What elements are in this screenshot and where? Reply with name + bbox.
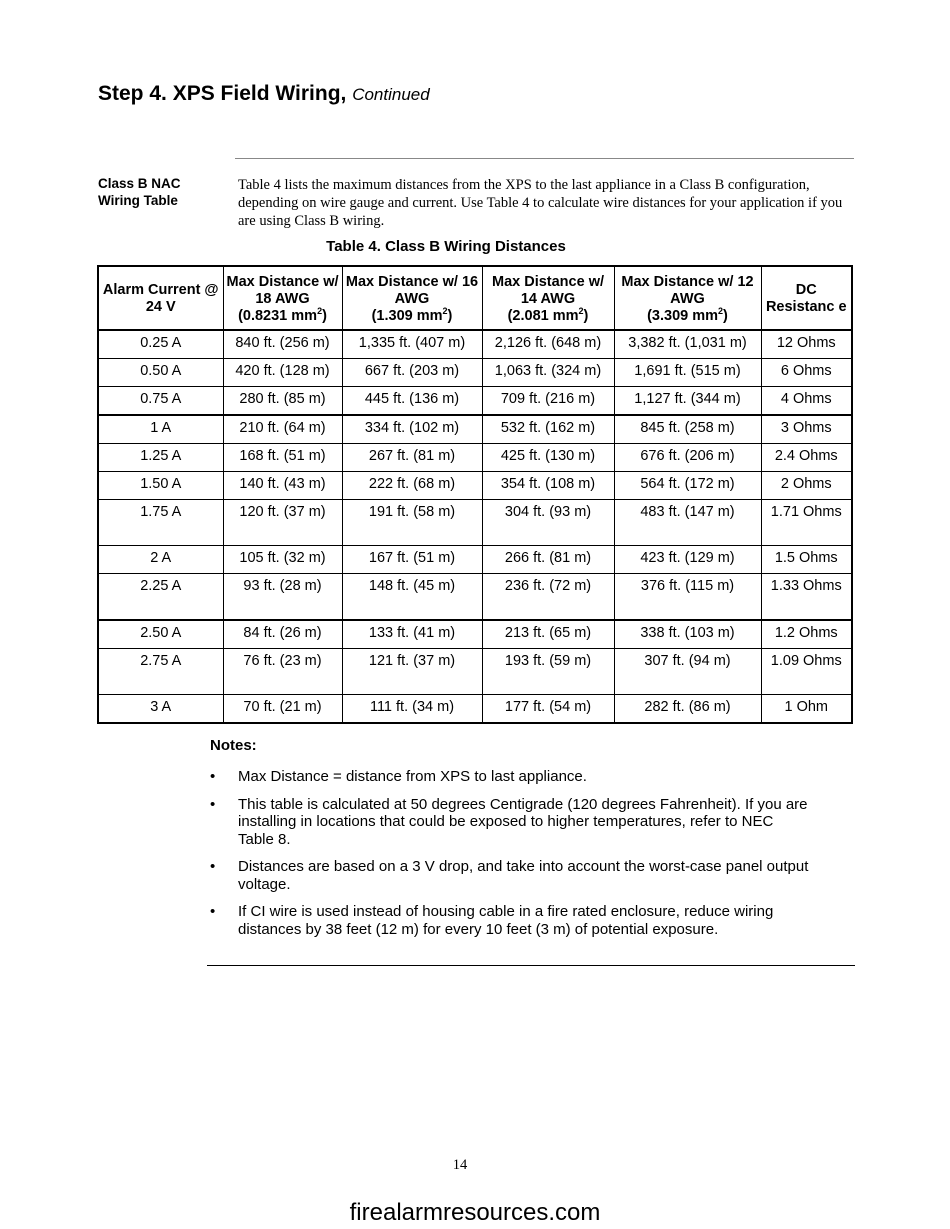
header-16-awg: Max Distance w/ 16 AWG (1.309 $mm^2$) (342, 266, 482, 330)
table-cell: 133 ft. (41 m) (342, 620, 482, 649)
table-cell: 2 Ohms (761, 472, 852, 500)
table-cell: 1.33 Ohms (761, 574, 852, 621)
wiring-distances-table (97, 265, 853, 724)
table-cell: 4 Ohms (761, 387, 852, 416)
bullet-icon: • (210, 858, 216, 875)
table-cell: 12 Ohms (761, 330, 852, 359)
table-cell: 121 ft. (37 m) (342, 649, 482, 695)
table-cell: 2.4 Ohms (761, 444, 852, 472)
footer-site: firealarmresources.com (349, 1199, 601, 1226)
page-title (98, 82, 430, 106)
table-cell: 0.25 A (98, 330, 223, 359)
table-cell: 423 ft. (129 m) (614, 546, 761, 574)
table-row (98, 620, 852, 649)
table-cell: 222 ft. (68 m) (342, 472, 482, 500)
table-cell: 84 ft. (26 m) (223, 620, 342, 649)
table-cell: 280 ft. (85 m) (223, 387, 342, 416)
table-cell: 532 ft. (162 m) (482, 415, 614, 444)
table-cell: 1.50 A (98, 472, 223, 500)
table-cell: 307 ft. (94 m) (614, 649, 761, 695)
table-cell: 1 A (98, 415, 223, 444)
notes-list (210, 768, 810, 948)
table-cell: 0.75 A (98, 387, 223, 416)
table-row (98, 330, 852, 359)
table-cell: 845 ft. (258 m) (614, 415, 761, 444)
table-cell: 267 ft. (81 m) (342, 444, 482, 472)
table-cell: 709 ft. (216 m) (482, 387, 614, 416)
table-cell: 6 Ohms (761, 359, 852, 387)
table-cell: 2.75 A (98, 649, 223, 695)
table-cell: 483 ft. (147 m) (614, 500, 761, 546)
table-cell: 1.75 A (98, 500, 223, 546)
table-cell: 76 ft. (23 m) (223, 649, 342, 695)
top-divider (235, 158, 854, 159)
table-cell: 70 ft. (21 m) (223, 695, 342, 724)
note-item: • Distances are based on a 3 V drop, and take into account the worst-case panel output voltage. (210, 858, 809, 893)
table-cell: 111 ft. (34 m) (342, 695, 482, 724)
table-row (98, 649, 852, 695)
table-cell: 667 ft. (203 m) (342, 359, 482, 387)
table-cell: 304 ft. (93 m) (482, 500, 614, 546)
table-cell: 105 ft. (32 m) (223, 546, 342, 574)
table-cell: 1.25 A (98, 444, 223, 472)
table-cell: 676 ft. (206 m) (614, 444, 761, 472)
table-cell: 3 A (98, 695, 223, 724)
table-cell: 191 ft. (58 m) (342, 500, 482, 546)
table-row (98, 444, 852, 472)
notes-heading: Notes: (210, 737, 257, 754)
table-row (98, 415, 852, 444)
table-row (98, 695, 852, 724)
table-cell: 1.5 Ohms (761, 546, 852, 574)
table-cell: 376 ft. (115 m) (614, 574, 761, 621)
page-number: 14 (452, 1157, 468, 1173)
note-item: • This table is calculated at 50 degrees Centigrade (120 degrees Fahrenheit). If you are installing in locations that could be exposed to higher temperatures, refer to NEC Table 8. (210, 795, 808, 848)
table-cell: 3 Ohms (761, 415, 852, 444)
bottom-divider (207, 965, 855, 966)
table-cell: 420 ft. (128 m) (223, 359, 342, 387)
table-row (98, 546, 852, 574)
table-cell: 282 ft. (86 m) (614, 695, 761, 724)
table-cell: 564 ft. (172 m) (614, 472, 761, 500)
page-title-text: Step 4. XPS Field Wiring, (98, 82, 347, 105)
intro-paragraph: Table 4 lists the maximum distances from the XPS to the last appliance in a Class B configuration, depending on wire gauge and current. Use Table 4 to calculate wire distances for your application if you are using Class B wiring. (238, 177, 843, 229)
table-cell: 148 ft. (45 m) (342, 574, 482, 621)
table-cell: 1.2 Ohms (761, 620, 852, 649)
table-cell: 177 ft. (54 m) (482, 695, 614, 724)
table-cell: 1.09 Ohms (761, 649, 852, 695)
table-cell: 193 ft. (59 m) (482, 649, 614, 695)
table-cell: 338 ft. (103 m) (614, 620, 761, 649)
table-cell: 445 ft. (136 m) (342, 387, 482, 416)
table-cell: 354 ft. (108 m) (482, 472, 614, 500)
header-14-awg: Max Distance w/ 14 AWG (2.081 $mm^2$) (482, 266, 614, 330)
table-cell: 93 ft. (28 m) (223, 574, 342, 621)
table-row (98, 472, 852, 500)
header-dc-resistance: DC Resistanc e (761, 266, 852, 330)
table-cell: 236 ft. (72 m) (482, 574, 614, 621)
table-cell: 2.25 A (98, 574, 223, 621)
table-cell: 2 A (98, 546, 223, 574)
note-item: • If CI wire is used instead of housing cable in a fire rated enclosure, reduce wiring distances by 38 feet (12 m) for every 10 feet (3 m) of potential exposure. (210, 903, 774, 938)
bullet-icon: • (210, 768, 216, 785)
table-row (98, 500, 852, 546)
table-cell: 140 ft. (43 m) (223, 472, 342, 500)
header-18-awg: Max Distance w/ 18 AWG (0.8231 $mm^2$) (223, 266, 342, 330)
table-caption: Table 4. Class B Wiring Distances (326, 238, 566, 255)
table-cell: 168 ft. (51 m) (223, 444, 342, 472)
table-cell: 3,382 ft. (1,031 m) (614, 330, 761, 359)
table-cell: 2,126 ft. (648 m) (482, 330, 614, 359)
header-12-awg: Max Distance w/ 12 AWG (3.309 $mm^2$) (614, 266, 761, 330)
table-header-row (98, 266, 852, 330)
table-cell: 213 ft. (65 m) (482, 620, 614, 649)
table-cell: 210 ft. (64 m) (223, 415, 342, 444)
note-item: • Max Distance = distance from XPS to last appliance. (210, 768, 587, 785)
table-cell: 0.50 A (98, 359, 223, 387)
table-cell: 1,063 ft. (324 m) (482, 359, 614, 387)
bullet-icon: • (210, 795, 216, 813)
section-side-heading: Class B NAC Wiring Table (98, 176, 181, 208)
table-cell: 266 ft. (81 m) (482, 546, 614, 574)
bullet-icon: • (210, 903, 216, 920)
header-alarm-current: Alarm Current @ 24 V (98, 266, 223, 330)
table-cell: 1 Ohm (761, 695, 852, 724)
table-cell: 120 ft. (37 m) (223, 500, 342, 546)
page-title-continued: Continued (352, 85, 430, 104)
table-row (98, 387, 852, 416)
table-cell: 1,127 ft. (344 m) (614, 387, 761, 416)
table-row (98, 574, 852, 621)
table-cell: 1,691 ft. (515 m) (614, 359, 761, 387)
table-cell: 1.71 Ohms (761, 500, 852, 546)
table-cell: 840 ft. (256 m) (223, 330, 342, 359)
table-cell: 167 ft. (51 m) (342, 546, 482, 574)
table-cell: 425 ft. (130 m) (482, 444, 614, 472)
table-cell: 2.50 A (98, 620, 223, 649)
table-cell: 1,335 ft. (407 m) (342, 330, 482, 359)
table-row (98, 359, 852, 387)
table-cell: 334 ft. (102 m) (342, 415, 482, 444)
